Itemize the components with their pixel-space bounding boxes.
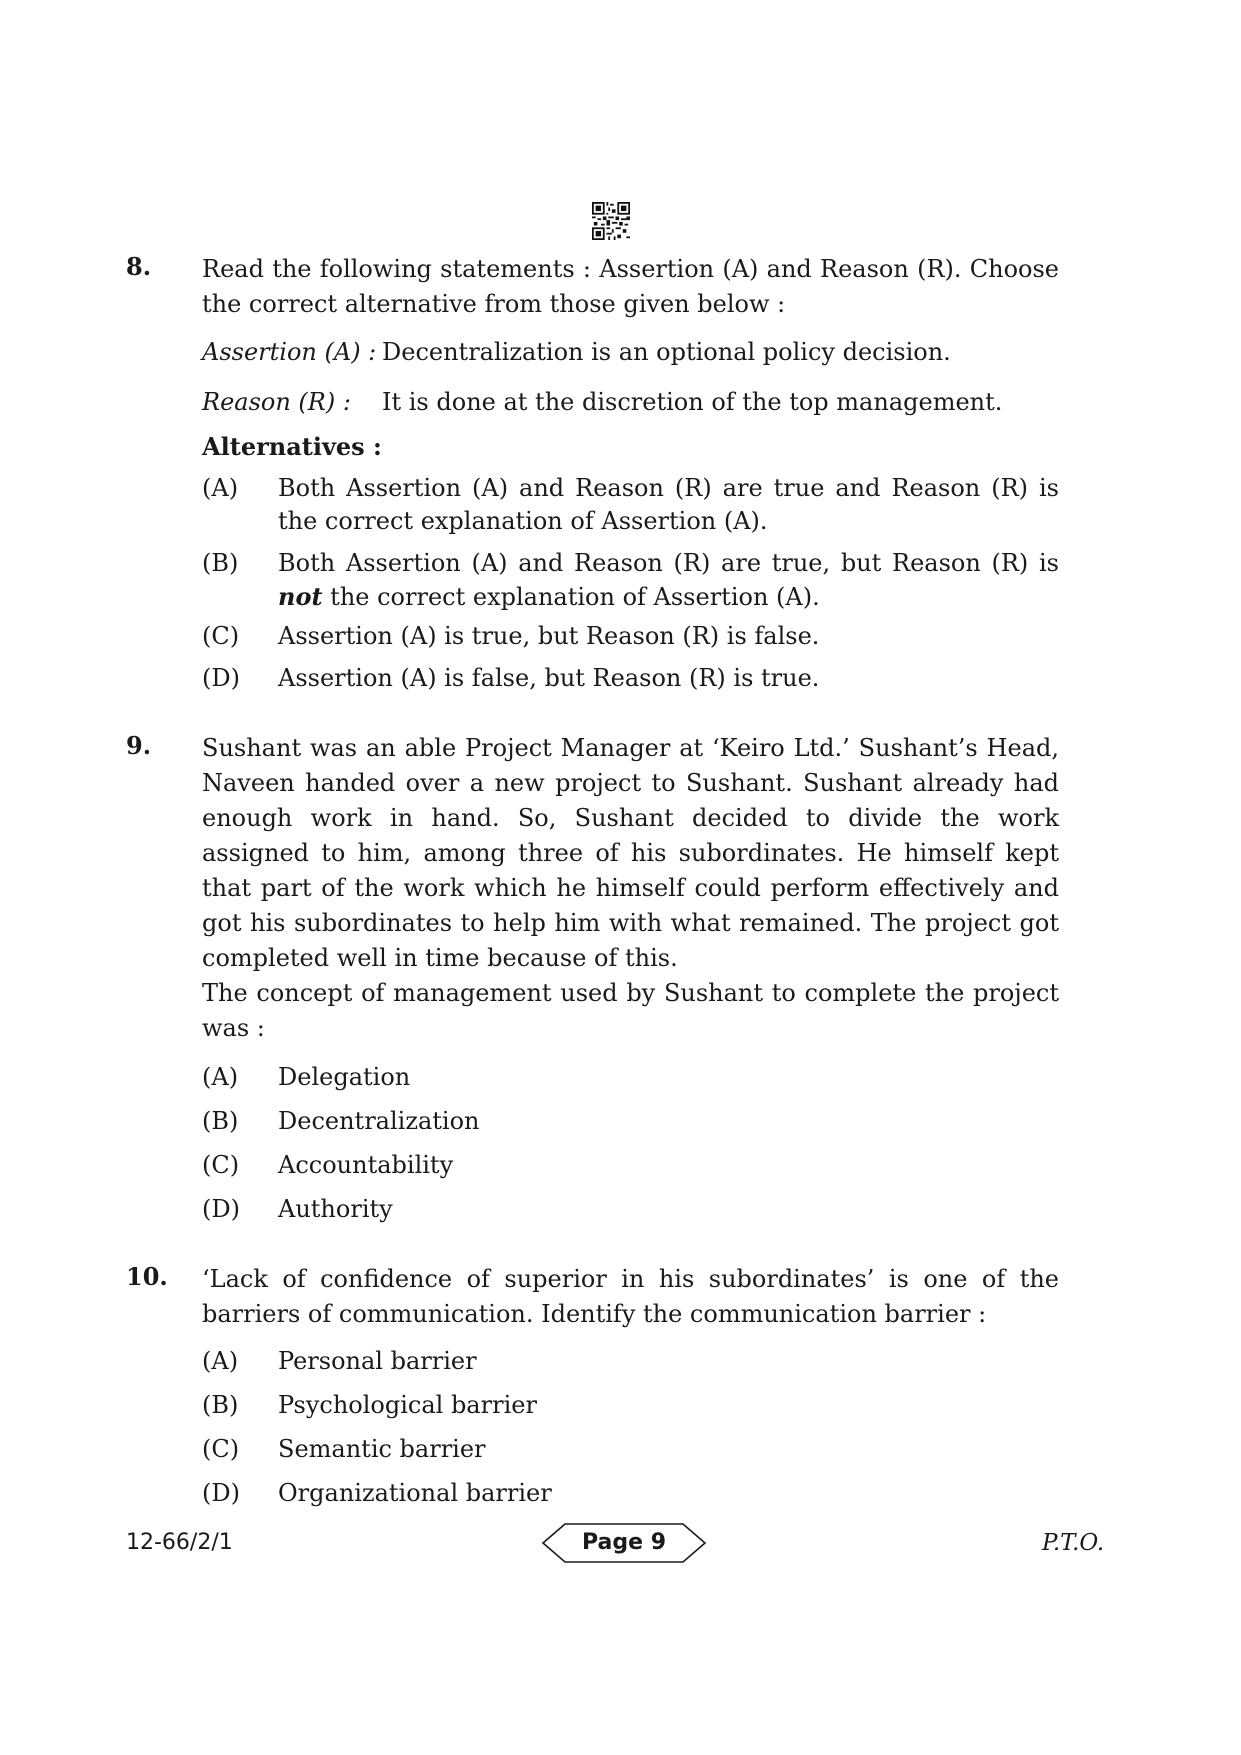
question-paragraph: Sushant was an able Project Manager at ‘Keiro Ltd.’ Sushant’s Head, Naveen handed over a new project to Sushant. Sushant already had enough work in hand. So, Sushant decided to divide the work assigned to him, among three of his subordinates. He himself kept that part of the work which he himself could perform effectively and got his subordinates to help him with what remained. The project got completed well in time because of this. [202,734,1059,972]
alternatives-heading: Alternatives : [202,432,382,461]
option-letter: (A) [202,1347,239,1375]
page-number-badge [541,1522,707,1564]
assertion-label: Assertion (A) : [202,338,377,366]
option-text: Assertion (A) is false, but Reason (R) is true. [278,664,820,692]
question-number: 10. [126,1262,168,1291]
option-letter: (D) [202,1195,240,1223]
option-letter: (C) [202,1435,240,1463]
option-text: Authority [278,1195,393,1223]
qr-code-icon [592,202,630,240]
option-text: Both Assertion (A) and Reason (R) are true, but Reason (R) is not the correct explanation of Assertion (A). [278,549,1059,611]
reason-label: Reason (R) : [202,388,351,416]
option-letter: (D) [202,664,240,692]
option-text: Decentralization [278,1107,480,1135]
question-intro: Read the following statements : Assertion (A) and Reason (R). Choose the correct alternative from those given below : [202,255,1059,318]
option-text: Organizational barrier [278,1479,552,1507]
option-letter: (A) [202,474,239,502]
option-letter: (C) [202,622,240,650]
option-text: Both Assertion (A) and Reason (R) are true and Reason (R) is the correct explanation of Assertion (A). [278,474,1059,535]
option-text: Assertion (A) is true, but Reason (R) is false. [278,622,820,650]
option-letter: (C) [202,1151,240,1179]
pto-label: P.T.O. [1042,1530,1105,1556]
question-text: The concept of management used by Sushant to complete the project was : [202,979,1059,1042]
emphasis-not: not [278,582,323,611]
option-letter: (A) [202,1063,239,1091]
option-text: Accountability [278,1151,454,1179]
option-letter: (B) [202,1107,239,1135]
option-letter: (D) [202,1479,240,1507]
assertion-text: Decentralization is an optional policy decision. [382,338,951,366]
question-number: 8. [126,252,152,281]
option-text: Delegation [278,1063,411,1091]
question-number: 9. [126,731,152,760]
option-letter: (B) [202,549,239,577]
option-text: Psychological barrier [278,1391,537,1419]
reason-text: It is done at the discretion of the top management. [382,388,1003,416]
question-text: ‘Lack of confidence of superior in his subordinates’ is one of the barriers of communication. Identify the communication barrier : [202,1265,1059,1328]
option-letter: (B) [202,1391,239,1419]
option-text: Semantic barrier [278,1435,486,1463]
option-text: Personal barrier [278,1347,477,1375]
page-number: Page 9 [581,1530,666,1555]
paper-code: 12-66/2/1 [126,1530,233,1555]
